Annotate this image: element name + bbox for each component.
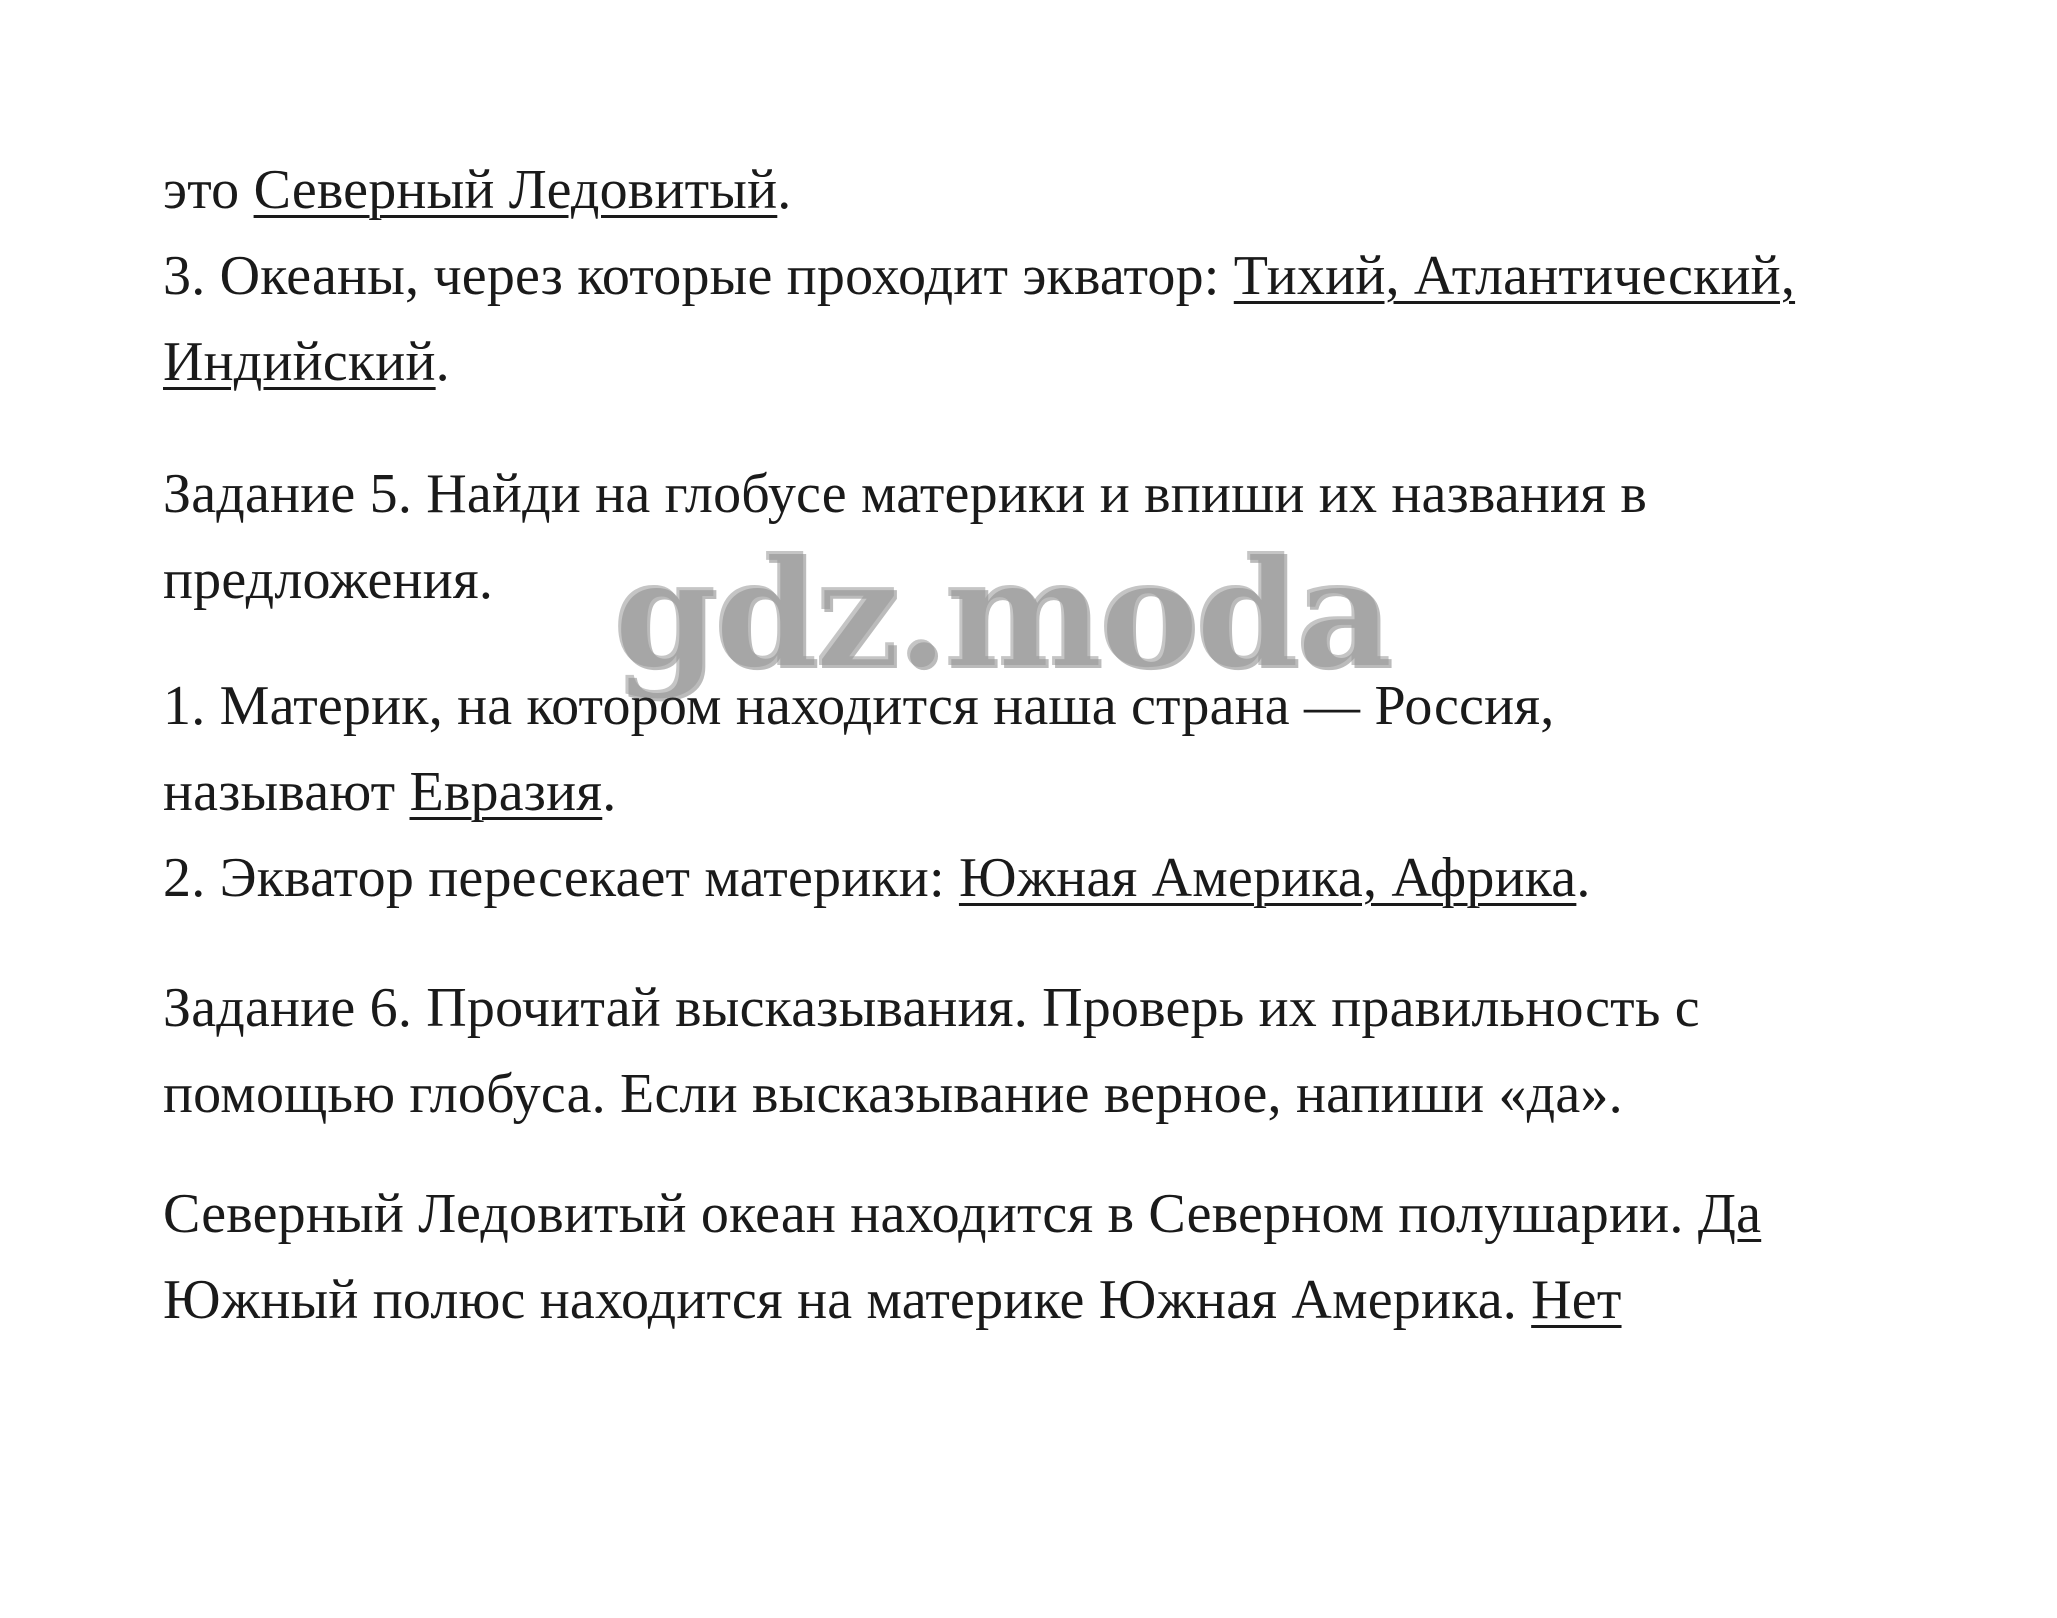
answer-yes: Да [1697,1183,1762,1245]
line-task5-2-end: . [1576,847,1591,909]
watermark-logo: gdz.moda [612,525,1389,701]
task-6-heading-cont: помощью глобуса. Если высказывание верное, напиши «да». [163,1063,1623,1125]
line-task5-1: 1. Материк, на котором находится наша страна — Россия, [163,675,1555,737]
line-3 [163,330,450,394]
statement-2 [163,1268,1622,1332]
answer-3: Индийский [163,331,436,393]
line-1-end: . [777,159,792,221]
line-task5-2-text: 2. Экватор пересекает материки: [163,847,959,909]
answer-continents: Южная Америка, Африка [958,847,1577,909]
line-task5-2 [163,846,1591,910]
answer-1: Северный Ледовитый [253,159,778,221]
statement-2-text: Южный полюс находится на материке Южная Америка. [163,1269,1532,1331]
line-task5-1-text: называют [163,761,410,823]
statement-1 [163,1182,1761,1246]
line-2-text: 3. Океаны, через которые проходит экватор: [163,245,1234,307]
line-3-end: . [435,331,450,393]
line-1-text: это [163,159,254,221]
answer-eurasia: Евразия [409,761,603,823]
task-5-heading-cont: предложения. [163,549,494,611]
line-task5-1-cont [163,760,616,824]
task-6-heading: Задание 6. Прочитай высказывания. Проверь их правильность с [163,977,1700,1039]
line-2 [163,244,1795,308]
answer-2: Тихий, Атлантический, [1233,245,1796,307]
line-1 [163,158,792,222]
statement-1-text: Северный Ледовитый океан находится в Северном полушарии. [163,1183,1698,1245]
line-task5-1-end: . [602,761,617,823]
task-5-heading: Задание 5. Найди на глобусе материки и впиши их названия в [163,463,1648,525]
answer-no: Нет [1531,1269,1622,1331]
